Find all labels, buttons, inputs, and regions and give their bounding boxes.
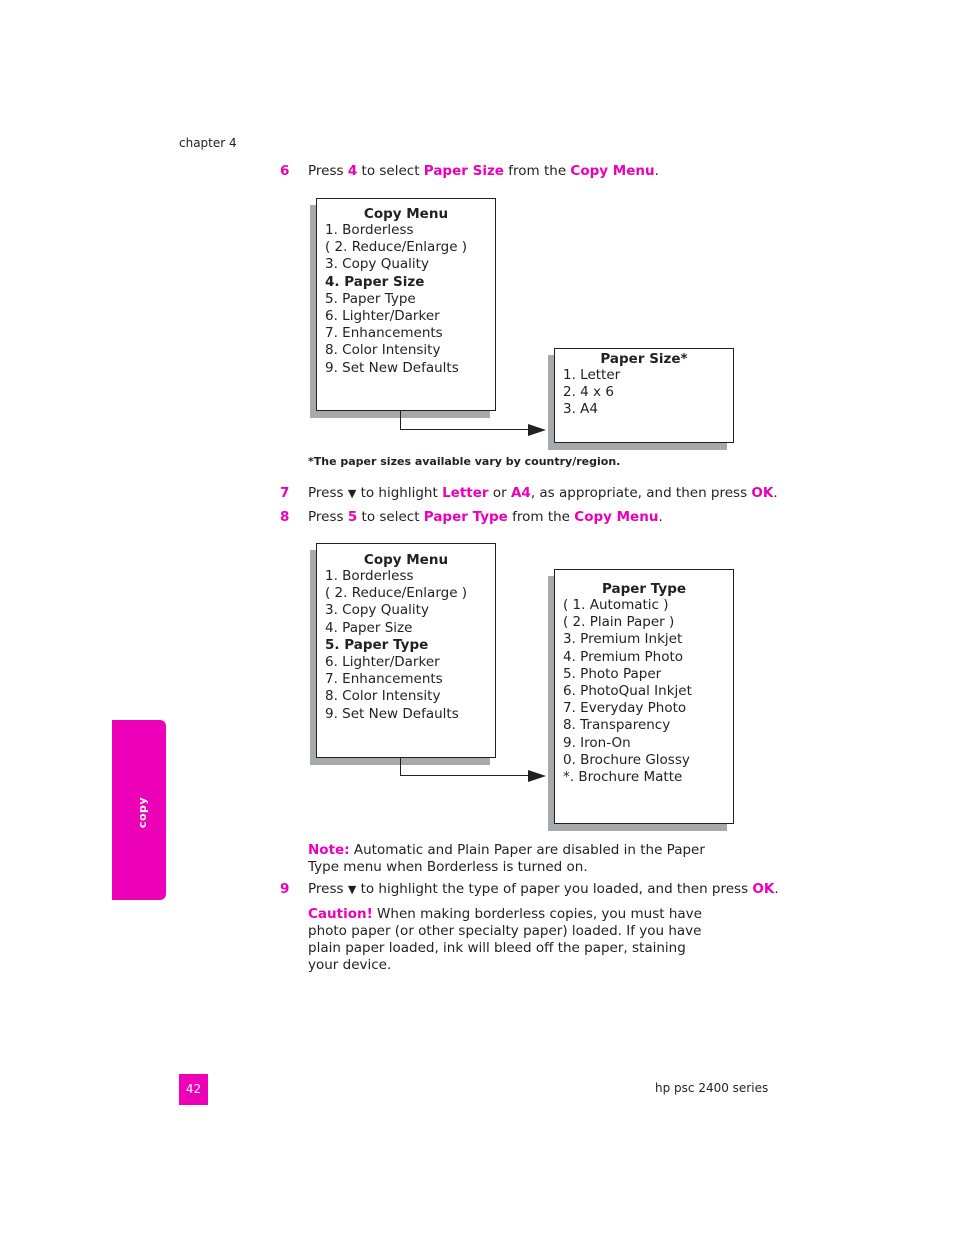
step-text: to select bbox=[357, 163, 424, 179]
menu-item: 3. Copy Quality bbox=[325, 256, 429, 273]
menu-item: 9. Set New Defaults bbox=[325, 705, 459, 722]
menu-item: 3. Premium Inkjet bbox=[563, 631, 683, 648]
step-text: from the bbox=[507, 509, 575, 525]
step-text: . bbox=[774, 881, 779, 897]
step-text: . bbox=[654, 163, 659, 179]
connector-line bbox=[400, 411, 401, 430]
menu-item: 9. Set New Defaults bbox=[325, 359, 459, 376]
ok-key: OK bbox=[752, 881, 775, 897]
menu-name: Copy Menu bbox=[574, 509, 659, 525]
menu-item: ( 2. Reduce/Enlarge ) bbox=[325, 239, 468, 256]
step-text: to highlight bbox=[356, 485, 443, 501]
down-arrow-icon: ▼ bbox=[347, 883, 357, 896]
step-text: or bbox=[488, 485, 511, 501]
menu-item: 5. Paper Type bbox=[325, 290, 416, 307]
step-8 bbox=[280, 509, 663, 525]
menu-item: 3. Copy Quality bbox=[325, 602, 429, 619]
section-tab-label: copy bbox=[136, 796, 150, 829]
step-text: from the bbox=[503, 163, 571, 179]
paper-size-panel bbox=[554, 348, 734, 443]
step-text: . bbox=[773, 485, 778, 501]
menu-item: 4. Premium Photo bbox=[563, 648, 684, 665]
menu-item: 1. Borderless bbox=[325, 222, 414, 238]
menu-item: 6. PhotoQual Inkjet bbox=[563, 683, 692, 700]
step-text: to select bbox=[357, 509, 424, 525]
menu-item: 0. Brochure Glossy bbox=[563, 751, 690, 768]
step-9 bbox=[280, 881, 779, 897]
step-number: 6 bbox=[280, 163, 290, 179]
menu-item: 4. Paper Size bbox=[325, 619, 413, 636]
caution-label: Caution! bbox=[308, 906, 373, 922]
menu-item: 8. Transparency bbox=[563, 717, 671, 734]
menu-item: 2. 4 x 6 bbox=[563, 384, 614, 401]
step-number: 9 bbox=[280, 881, 290, 897]
chapter-label: chapter 4 bbox=[179, 136, 237, 150]
step-text: Press bbox=[308, 485, 348, 501]
step-6 bbox=[280, 163, 659, 179]
note-text: Automatic and Plain Paper are disabled in the Paper Type menu when Borderless is turned on. bbox=[308, 842, 705, 875]
footnote: *The paper sizes available vary by country/region. bbox=[308, 455, 621, 468]
menu-item: ( 2. Plain Paper ) bbox=[563, 614, 675, 631]
option-a4: A4 bbox=[510, 485, 531, 501]
menu-title: Paper Size* bbox=[600, 351, 688, 367]
option-letter: Letter bbox=[442, 485, 489, 501]
menu-item: 7. Enhancements bbox=[325, 325, 443, 342]
menu-item: 6. Lighter/Darker bbox=[325, 308, 440, 325]
menu-option: Paper Type bbox=[423, 509, 508, 525]
step-text: Press bbox=[308, 881, 348, 897]
key-label: 5 bbox=[347, 509, 358, 525]
connector-line bbox=[400, 429, 529, 430]
step-text: Press bbox=[308, 163, 348, 179]
footer-product: hp psc 2400 series bbox=[655, 1081, 769, 1095]
menu-list bbox=[325, 568, 495, 723]
step-number: 7 bbox=[280, 485, 290, 501]
menu-item: 7. Everyday Photo bbox=[563, 700, 687, 717]
menu-item: 8. Color Intensity bbox=[325, 342, 441, 359]
menu-item: ( 1. Automatic ) bbox=[563, 597, 669, 613]
menu-item: 9. Iron-On bbox=[563, 734, 631, 751]
arrow-icon bbox=[528, 424, 546, 436]
menu-title: Copy Menu bbox=[363, 206, 449, 222]
note-label: Note: bbox=[308, 842, 350, 858]
step-number: 8 bbox=[280, 509, 290, 525]
copy-menu-panel bbox=[316, 198, 496, 411]
down-arrow-icon: ▼ bbox=[347, 487, 357, 500]
paper-type-panel bbox=[554, 569, 734, 824]
key-label: 4 bbox=[347, 163, 358, 179]
caution-text: When making borderless copies, you must have photo paper (or other specialty paper) loaded. If you have plain paper loaded, ink will bleed off the paper, staining your device. bbox=[308, 906, 702, 973]
menu-item-selected: 5. Paper Type bbox=[325, 636, 429, 653]
menu-item: 1. Borderless bbox=[325, 568, 414, 584]
connector-line bbox=[400, 758, 401, 776]
page-number: 42 bbox=[179, 1074, 208, 1105]
menu-option: Paper Size bbox=[423, 163, 504, 179]
arrow-icon bbox=[528, 770, 546, 782]
menu-item-selected: 4. Paper Size bbox=[325, 273, 425, 290]
connector-line bbox=[400, 775, 529, 776]
step-text: to highlight the type of paper you loaded, and then press bbox=[356, 881, 753, 897]
menu-item: 8. Color Intensity bbox=[325, 688, 441, 705]
menu-title: Paper Type bbox=[601, 581, 687, 597]
caution-paragraph bbox=[308, 906, 718, 974]
note-paragraph bbox=[308, 842, 738, 876]
menu-item: 1. Letter bbox=[563, 367, 621, 383]
menu-item: ( 2. Reduce/Enlarge ) bbox=[325, 585, 468, 602]
menu-list bbox=[563, 597, 733, 786]
copy-menu-panel bbox=[316, 543, 496, 758]
menu-list bbox=[325, 222, 495, 377]
menu-title: Copy Menu bbox=[363, 552, 449, 568]
menu-name: Copy Menu bbox=[570, 163, 655, 179]
menu-item: 3. A4 bbox=[563, 401, 598, 418]
step-text: Press bbox=[308, 509, 348, 525]
section-tab bbox=[112, 720, 166, 900]
step-text: . bbox=[658, 509, 663, 525]
menu-item: 6. Lighter/Darker bbox=[325, 654, 440, 671]
menu-item: *. Brochure Matte bbox=[563, 769, 683, 786]
step-7 bbox=[280, 485, 778, 501]
step-text: , as appropriate, and then press bbox=[530, 485, 752, 501]
ok-key: OK bbox=[751, 485, 774, 501]
menu-item: 5. Photo Paper bbox=[563, 665, 662, 682]
menu-list bbox=[563, 367, 733, 419]
menu-item: 7. Enhancements bbox=[325, 671, 443, 688]
